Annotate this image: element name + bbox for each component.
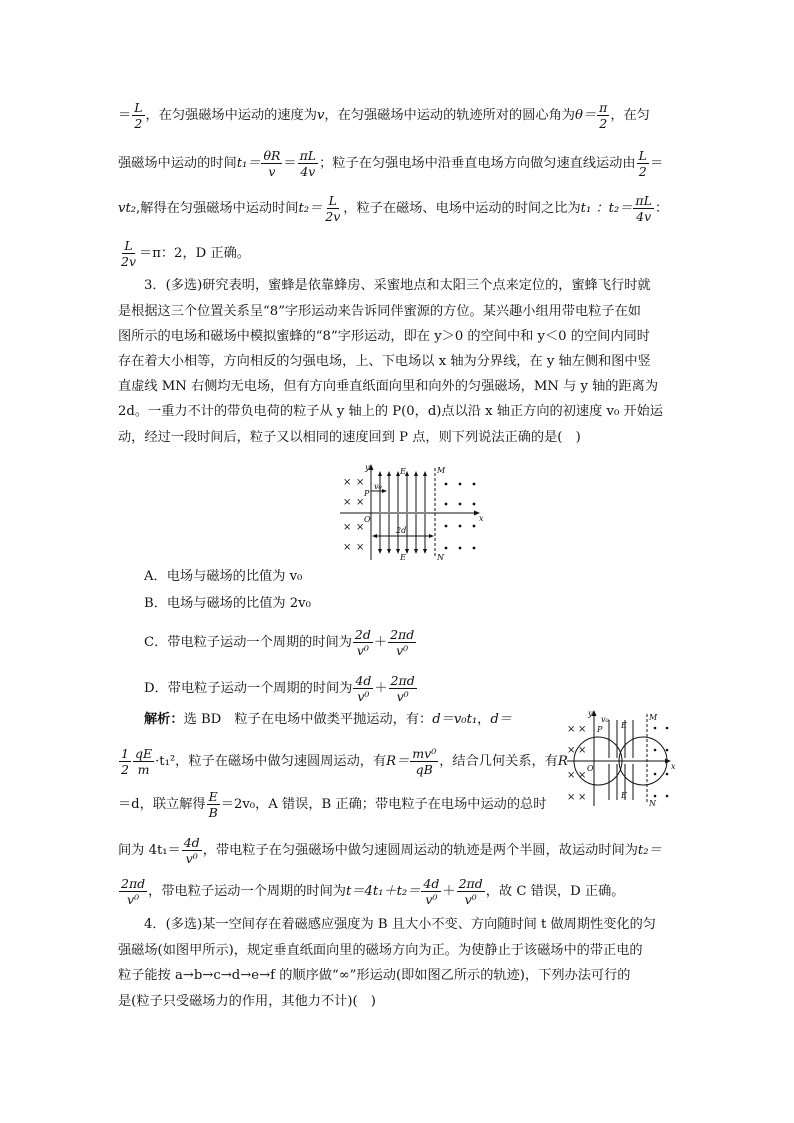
question-4-line-1: 4．(多选)某一空间存在着磁感应强度为 B 且大小不变、方向随时间 t 做周期性变化的匀 — [144, 917, 656, 932]
fraction-pi-over-2: $\frac{\pi}{2}$ — [599, 100, 608, 131]
fraction-qE-over-m: $\frac{qE}{m}$ — [134, 746, 153, 777]
solution-3-line-5: $\frac{2\pi d}{\text{v⁰}}$ ，带电粒子运动一个周期的时间为t＝4t₁＋t₂＝ $\frac{4d}{\text{v⁰}}$ ＋ $\frac{2\pi d}{\text{v⁰}}$ ，故 C 错误，D 正确。 — [121, 876, 625, 907]
question-3-line-7: 动，经过一段时间后，粒子又以相同的速度回到 P 点，则下列说法正确的是( ) — [118, 430, 581, 445]
cross-mark: × — [343, 542, 352, 553]
cross-mark: × — [343, 477, 352, 488]
solution-3-line-3: ＝d，联立解得 $\frac{E}{B}$ ＝2v₀，A 错误，B 正确；带电粒子在电场中运动的总时 — [118, 789, 547, 820]
velocity-arrow-head-icon — [382, 489, 387, 493]
solution-3-line-4: 间为 4t₁＝ $\frac{4d}{\text{v⁰}}$ ，带电粒子在匀强磁场中做匀速圆周运动的轨迹是两个半圆，故运动时间为t₂＝ — [118, 835, 662, 866]
fraction-piL-over-4v: $\frac{\pi L}{4v}$ — [635, 193, 652, 224]
crosses-region — [567, 724, 586, 803]
fraction-1-over-2: $\frac{1}{2}$ — [121, 746, 129, 777]
fraction-L-over-2: $\frac{L}{2}$ — [134, 100, 143, 131]
label-o: O — [364, 515, 371, 524]
question-4-line-4: 是(粒子只受磁场力的作用，其他力不计)( ) — [118, 994, 376, 1009]
fraction-2pid-over-v0: $\frac{2\pi d}{\text{v⁰}}$ — [458, 876, 483, 907]
cross-mark: × — [356, 477, 365, 488]
option-b[interactable]: B．电场与磁场的比值为 2v₀ — [144, 596, 311, 611]
solution-2-line-3: vt₂,解得在匀强磁场中运动时间t₂＝ $\frac{L}{2v}$ ，粒子在磁场、电场中运动的时间之比为t₁ ：t₂＝ $\frac{\pi L}{4v}$ ： — [118, 193, 669, 224]
question-3-line-6: 2d。一重力不计的带负电荷的粒子从 y 轴上的 P(0，d)点以沿 x 轴正方向的初速度 v₀ 开始运 — [118, 404, 663, 419]
fraction-4d-over-v0: $\frac{4d}{\text{v⁰}}$ — [355, 673, 372, 704]
field-lines — [609, 720, 633, 800]
fraction-2pid-over-v0: $\frac{2\pi d}{\text{v⁰}}$ — [390, 673, 415, 704]
question-3-line-1: 3．(多选)研究表明，蜜蜂是依靠蜂房、采蜜地点和太阳三个点来定位的，蜜蜂飞行时就 — [144, 278, 651, 293]
question-4-line-2: 强磁场(如图甲所示)，规定垂直纸面向里的磁场方向为正。为使静止于该磁场中的带正电的 — [118, 943, 643, 958]
dots-region — [445, 483, 476, 550]
solution-2-line-4: $\frac{L}{2v}$ ＝π：2，D 正确。 — [121, 238, 250, 269]
label-n: N — [437, 553, 444, 562]
cross-mark: × — [567, 792, 576, 803]
solution-2-line-2: 强磁场中运动的时间t₁＝ $\frac{\theta R}{v}$ ＝ $\frac{\pi L}{4v}$ ；粒子在匀强电场中沿垂直电场方向做匀速直线运动由 $\frac{L}{2}$ ＝ — [118, 148, 664, 179]
label-p: P — [364, 489, 370, 498]
option-c[interactable]: C．带电粒子运动一个周期的时间为 $\frac{2d}{\text{v⁰}}$ ＋ $\frac{2\pi d}{\text{v⁰}}$ — [144, 627, 415, 658]
fraction-2d-over-v0: $\frac{2d}{\text{v⁰}}$ — [354, 627, 371, 658]
question-4-line-3: 粒子能按 a→b→c→d→e→f 的顺序做“∞”形运动(即如图乙所示的轨迹)，下列办法可行的 — [118, 968, 631, 983]
option-d[interactable]: D．带电粒子运动一个周期的时间为 $\frac{4d}{\text{v⁰}}$ ＋ $\frac{2\pi d}{\text{v⁰}}$ — [144, 673, 415, 704]
crosses-region — [343, 477, 364, 553]
fraction-E-over-B: $\frac{E}{B}$ — [208, 789, 218, 820]
label-y: y — [365, 463, 370, 472]
fraction-piL-over-4v: $\frac{\pi L}{4v}$ — [299, 148, 317, 179]
cross-mark: × — [567, 770, 576, 781]
fraction-4d-over-v0: $\frac{4d}{\text{v⁰}}$ — [423, 876, 440, 907]
solution-3-line-2: $\frac{1}{2}$ $\frac{qE}{m}$ ·t₁²，粒子在磁场中做匀速圆周运动，有R＝ $\frac{\text{mv⁰}}{qB}$ ，结合几何关系，有R — [121, 746, 568, 777]
field-diagram — [336, 462, 488, 562]
label-o: O — [587, 764, 594, 773]
fraction-2pid-over-v0: $\frac{2\pi d}{\text{v⁰}}$ — [121, 876, 146, 907]
question-3-line-5: 直虚线 MN 右侧均无电场，但有方向垂直纸面向里和向外的匀强磁场，MN 与 y 轴的距离为 — [118, 379, 659, 394]
question-3-line-3: 图所示的电场和磁场中模拟蜜蜂的“8”字形运动，即在 y＞0 的空间中和 y＜0 的空间内同时 — [118, 329, 650, 344]
fraction-L-over-2: $\frac{L}{2}$ — [638, 148, 647, 179]
label-x: x — [479, 514, 484, 523]
cross-mark: × — [343, 522, 352, 533]
fraction-mv0-over-qB: $\frac{\text{mv⁰}}{qB}$ — [412, 746, 437, 777]
label-v0: v₀ — [601, 715, 609, 724]
figure-eight-diagram — [563, 708, 681, 808]
label-p: P — [597, 725, 603, 734]
solution-2-line-1: ＝ $\frac{L}{2}$ ，在匀强磁场中运动的速度为v，在匀强磁场中运动的轨迹所对的圆心角为θ＝ $\frac{\pi}{2}$ ，在匀 — [118, 100, 650, 131]
label-m: M — [437, 466, 446, 475]
cross-mark: × — [567, 745, 576, 756]
label-v0: v₀ — [374, 482, 382, 491]
cross-mark: × — [343, 497, 352, 508]
label-y: y — [588, 709, 593, 718]
cross-mark: × — [578, 724, 587, 735]
question-3-line-2: 是根据这三个位置关系呈“8”字形运动来告诉同伴蜜源的方位。某兴趣小组用带电粒子在如 — [118, 304, 641, 319]
upper-field-lines — [380, 474, 425, 512]
cross-mark: × — [356, 522, 365, 533]
fraction-2pid-over-v0: $\frac{2\pi d}{\text{v⁰}}$ — [390, 627, 415, 658]
dim-left-arrow-icon — [372, 534, 377, 538]
cross-mark: × — [567, 724, 576, 735]
label-2d: 2d — [396, 526, 407, 535]
option-a[interactable]: A．电场与磁场的比值为 v₀ — [144, 569, 303, 584]
label-e-top: E — [621, 721, 627, 730]
cross-mark: × — [578, 770, 587, 781]
label-e-bottom: E — [400, 553, 406, 562]
label-e-top: E — [400, 467, 406, 476]
cross-mark: × — [578, 745, 587, 756]
cross-mark: × — [578, 792, 587, 803]
label-e-bottom: E — [621, 791, 627, 800]
fraction-L-over-2v: $\frac{L}{2v}$ — [325, 193, 341, 224]
solution-3-line-1: 解析：选 BD 粒子在电场中做类平抛运动，有：d＝v₀t₁，d＝ — [144, 712, 512, 727]
cross-mark: × — [356, 542, 365, 553]
label-n: N — [649, 799, 656, 808]
cross-mark: × — [356, 497, 365, 508]
fraction-4d-over-v0: $\frac{4d}{\text{v⁰}}$ — [183, 835, 200, 866]
question-3-line-4: 存在着大小相等，方向相反的匀强电场，上、下电场以 x 轴为分界线，在 y 轴左侧和图中竖 — [118, 354, 651, 369]
label-m: M — [649, 713, 658, 722]
label-x: x — [671, 762, 676, 771]
dim-right-arrow-icon — [429, 534, 434, 538]
fraction-L-over-2v: $\frac{L}{2v}$ — [121, 238, 137, 269]
fraction-thetaR-over-v: $\frac{\theta R}{v}$ — [263, 148, 281, 179]
